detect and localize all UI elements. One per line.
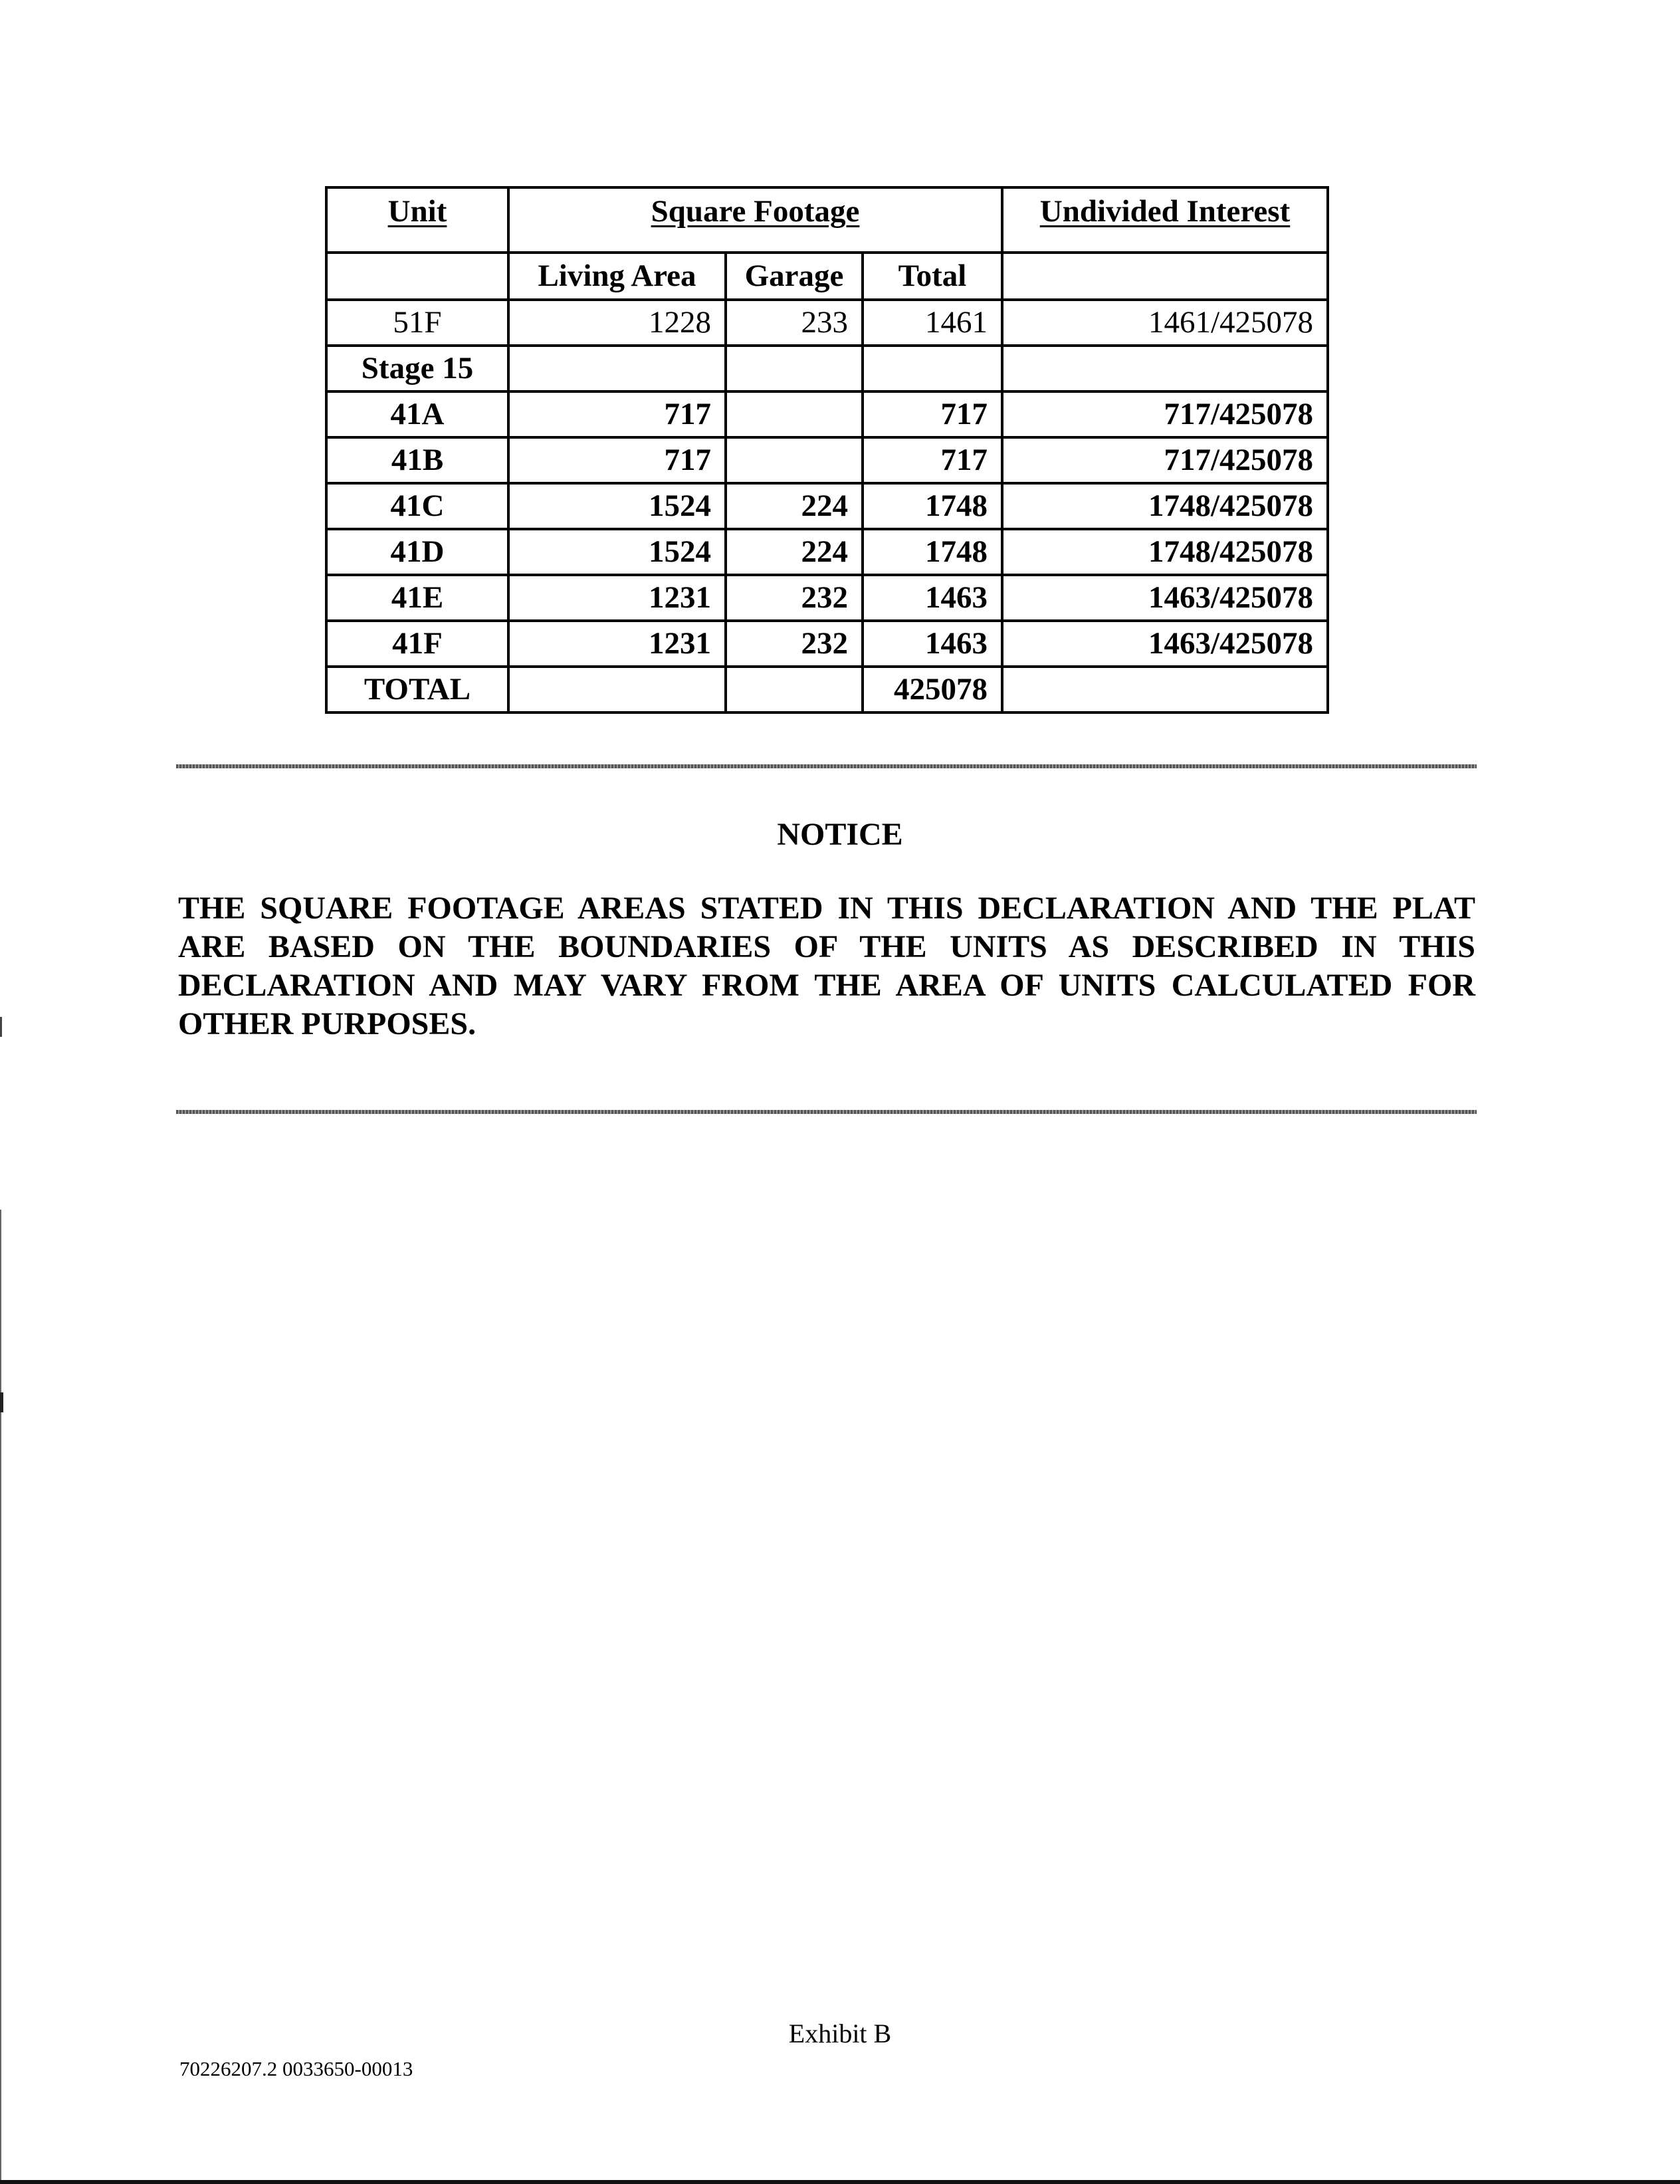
header-square-footage: Square Footage [651, 194, 860, 229]
cell-garage: 224 [726, 529, 863, 575]
scan-edge-line [0, 1210, 1, 2184]
header-undivided-interest: Undivided Interest [1039, 194, 1291, 229]
scan-bottom-edge [0, 2180, 1680, 2184]
cell-garage: 224 [726, 483, 863, 529]
cell-unit: TOTAL [326, 667, 508, 712]
cell-total: 717 [863, 437, 1002, 483]
cell-living: 1231 [508, 575, 726, 621]
table-row [326, 346, 1328, 391]
cell-interest: 1463/425078 [1002, 575, 1328, 621]
cell-unit: 41F [326, 621, 508, 667]
subheader-garage: Garage [726, 253, 863, 300]
notice-body: THE SQUARE FOOTAGE AREAS STATED IN THIS DECLARATION AND THE PLAT ARE BASED ON THE BOUNDARIES OF THE UNITS AS DESCRIBED IN THIS DECLARATION AND MAY VARY FROM THE AREA OF UNITS CALCULATED FOR OTHER PURPOSES. [178, 891, 1475, 1041]
cell-living: 717 [508, 391, 726, 437]
header-cell-unit [326, 187, 508, 253]
cell-interest [1002, 667, 1328, 712]
cell-living: 1228 [508, 300, 726, 346]
cell-interest: 1463/425078 [1002, 621, 1328, 667]
subheader-living-area: Living Area [508, 253, 726, 300]
cell-garage [726, 437, 863, 483]
cell-interest [1002, 346, 1328, 391]
cell-garage: 232 [726, 621, 863, 667]
cell-unit: 51F [326, 300, 508, 346]
cell-total: 1748 [863, 529, 1002, 575]
table-row-total [326, 667, 1328, 712]
cell-living [508, 667, 726, 712]
cell-total: 717 [863, 391, 1002, 437]
cell-garage [726, 346, 863, 391]
cell-garage: 232 [726, 575, 863, 621]
cell-interest: 1461/425078 [1002, 300, 1328, 346]
table-row [326, 300, 1328, 346]
cell-living: 1231 [508, 621, 726, 667]
cell-living: 717 [508, 437, 726, 483]
subheader-blank-interest [1002, 253, 1328, 300]
cell-total [863, 346, 1002, 391]
cell-interest: 717/425078 [1002, 391, 1328, 437]
table-row [326, 391, 1328, 437]
cell-interest: 1748/425078 [1002, 483, 1328, 529]
table-row [326, 529, 1328, 575]
divider-top [176, 764, 1477, 768]
cell-unit: 41E [326, 575, 508, 621]
cell-total: 425078 [863, 667, 1002, 712]
notice-title: NOTICE [777, 817, 903, 852]
cell-unit: 41B [326, 437, 508, 483]
header-cell-undivided-interest [1002, 187, 1328, 253]
cell-unit: Stage 15 [326, 346, 508, 391]
table-header-row [326, 187, 1328, 253]
cell-garage [726, 667, 863, 712]
divider-bottom [176, 1110, 1477, 1114]
cell-interest: 1748/425078 [1002, 529, 1328, 575]
subheader-blank-unit [326, 253, 508, 300]
cell-living: 1524 [508, 483, 726, 529]
square-footage-table [325, 186, 1329, 714]
cell-garage [726, 391, 863, 437]
header-cell-square-footage [508, 187, 1002, 253]
cell-unit: 41C [326, 483, 508, 529]
cell-total: 1461 [863, 300, 1002, 346]
exhibit-label: Exhibit B [788, 2019, 892, 2048]
cell-unit: 41D [326, 529, 508, 575]
table-row [326, 483, 1328, 529]
table-row [326, 621, 1328, 667]
table-row [326, 437, 1328, 483]
cell-living: 1524 [508, 529, 726, 575]
scan-edge-mark [0, 1392, 3, 1412]
scan-edge-mark [0, 1017, 2, 1037]
subheader-total: Total [863, 253, 1002, 300]
table-row [326, 575, 1328, 621]
document-number: 70226207.2 0033650-00013 [179, 2057, 413, 2080]
cell-total: 1463 [863, 621, 1002, 667]
cell-garage: 233 [726, 300, 863, 346]
cell-interest: 717/425078 [1002, 437, 1328, 483]
cell-unit: 41A [326, 391, 508, 437]
header-unit: Unit [387, 194, 447, 229]
cell-living [508, 346, 726, 391]
table-subheader-row [326, 253, 1328, 300]
cell-total: 1748 [863, 483, 1002, 529]
cell-total: 1463 [863, 575, 1002, 621]
